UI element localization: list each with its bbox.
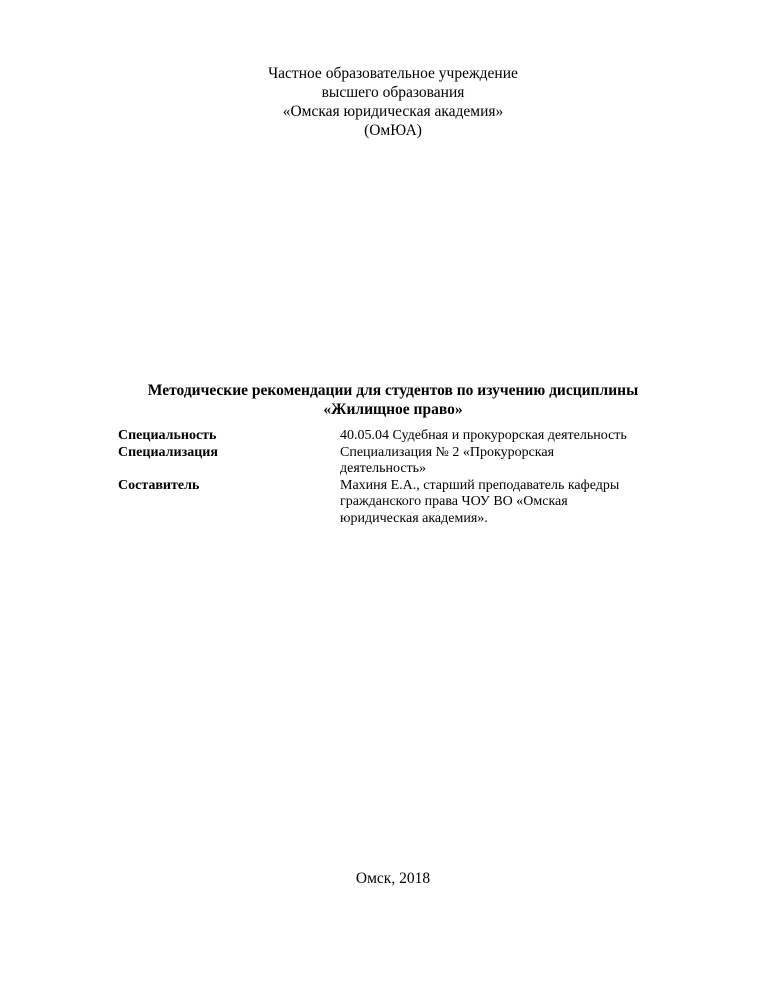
specialization-value-line-2: деятельность» [340,461,427,476]
specialization-value-line-1: Специализация № 2 «Прокурорская [340,444,555,460]
author-value [340,478,678,528]
document-title-line-1: Методические рекомендации для студентов по изучению дисциплины [147,382,639,399]
author-value-line-3: юридическая академия». [340,510,488,526]
institution-line-2: высшего образования [321,84,465,101]
document-title [0,381,768,419]
specialty-value [340,428,678,445]
document-title-line-2: «Жилищное право» [323,401,463,418]
institution-header [0,64,768,140]
specialization-value [340,445,678,478]
place-and-year: Омск, 2018 [355,870,431,887]
document-info-table [118,428,678,527]
author-label: Составитель [118,477,200,493]
author-value-line-2: гражданского права ЧОУ ВО «Омская [340,494,568,509]
institution-line-1: Частное образовательное учреждение [268,65,518,82]
author-value-line-1: Махиня Е.А., старший преподаватель кафедры [340,477,620,493]
specialty-label: Специальность [118,428,217,443]
author-row [118,478,678,528]
institution-line-4: (ОмЮА) [364,122,422,139]
specialty-row [118,428,678,445]
institution-line-3: «Омская юридическая академия» [282,103,504,120]
specialty-value-text: 40.05.04 Судебная и прокурорская деятельность [340,428,627,443]
specialization-label: Специализация [118,444,218,460]
specialization-row [118,445,678,478]
